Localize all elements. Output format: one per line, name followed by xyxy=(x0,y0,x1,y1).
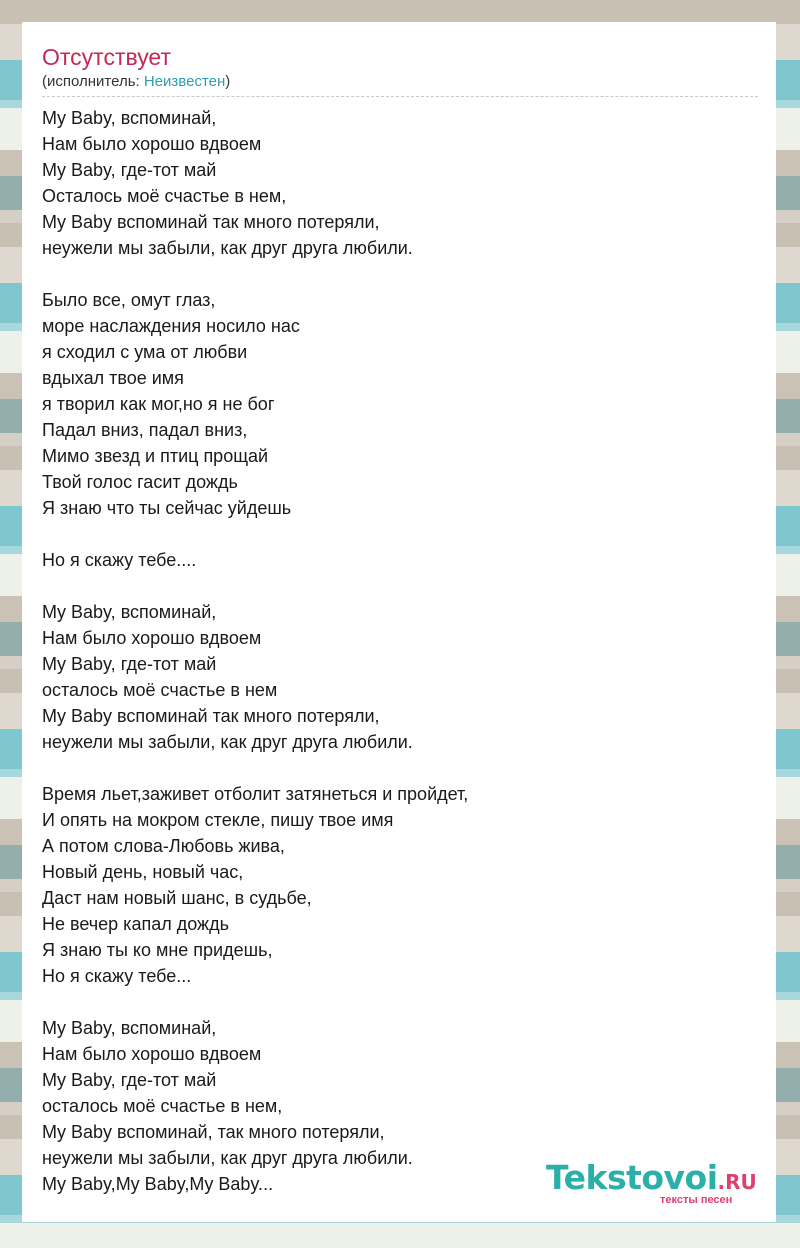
lyric-line: My Baby,My Baby,My Baby... xyxy=(42,1174,274,1194)
lyric-line: Не вечер капал дождь xyxy=(42,914,229,934)
lyric-line: неужели мы забыли, как друг друга любили. xyxy=(42,732,413,752)
stanza-break xyxy=(42,989,756,1015)
lyric-line: Я знаю ты ко мне придешь, xyxy=(42,940,273,960)
lyric-line: Было все, омут глаз, xyxy=(42,290,216,310)
lyric-line: Падал вниз, падал вниз, xyxy=(42,420,248,440)
lyric-line: море наслаждения носило нас xyxy=(42,316,300,336)
stanza-break xyxy=(42,755,756,781)
stanza-break xyxy=(42,573,756,599)
performer-link[interactable]: Неизвестен xyxy=(143,73,226,90)
lyrics-card xyxy=(22,22,776,1222)
lyric-line: My Baby, где-тот май xyxy=(42,160,217,180)
site-logo[interactable] xyxy=(546,1158,757,1206)
lyric-line: я сходил с ума от любви xyxy=(42,342,248,362)
lyric-line: неужели мы забыли, как друг друга любили. xyxy=(42,238,413,258)
lyric-line: My Baby вспоминай так много потеряли, xyxy=(42,212,380,232)
stanza-break xyxy=(42,521,756,547)
lyric-line: вдыхал твое имя xyxy=(42,368,184,388)
lyric-line: My Baby, вспоминай, xyxy=(42,602,217,622)
stanza-break xyxy=(42,261,756,287)
lyric-line: My Baby вспоминай, так много потеряли, xyxy=(42,1122,385,1142)
lyric-line: Но я скажу тебе... xyxy=(42,966,192,986)
lyric-line: И опять на мокром стекле, пишу твое имя xyxy=(42,810,394,830)
lyric-line: My Baby вспоминай так много потеряли, xyxy=(42,706,380,726)
lyric-line: осталось моё счастье в нем xyxy=(42,680,278,700)
lyric-line: Новый день, новый час, xyxy=(42,862,244,882)
performer-suffix: ) xyxy=(225,73,231,90)
lyric-line: А потом слова-Любовь жива, xyxy=(42,836,285,856)
song-title: Отсутствует xyxy=(42,44,171,70)
logo-tagline: тексты песен xyxy=(660,1194,733,1206)
lyric-line: My Baby, где-тот май xyxy=(42,1070,217,1090)
lyric-line: я творил как мог,но я не бог xyxy=(42,394,275,414)
lyric-line: осталось моё счастье в нем, xyxy=(42,1096,283,1116)
performer-prefix: (исполнитель: xyxy=(42,73,144,90)
lyric-line: My Baby, вспоминай, xyxy=(42,1018,217,1038)
lyric-line: Но я скажу тебе.... xyxy=(42,550,197,570)
lyric-line: Время льет,заживет отболит затянеться и пройдет, xyxy=(42,784,469,804)
lyric-line: Нам было хорошо вдвоем xyxy=(42,134,262,154)
lyric-line: Твой голос гасит дождь xyxy=(42,472,238,492)
logo-domain: .RU xyxy=(717,1170,757,1194)
performer-line xyxy=(42,72,758,97)
lyric-line: Нам было хорошо вдвоем xyxy=(42,628,262,648)
lyrics-text xyxy=(42,105,756,1197)
lyric-line: Нам было хорошо вдвоем xyxy=(42,1044,262,1064)
lyric-line: My Baby, вспоминай, xyxy=(42,108,217,128)
lyric-line: Осталось моё счастье в нем, xyxy=(42,186,287,206)
lyric-line: Мимо звезд и птиц прощай xyxy=(42,446,269,466)
lyric-line: Я знаю что ты сейчас уйдешь xyxy=(42,498,292,518)
lyric-line: My Baby, где-тот май xyxy=(42,654,217,674)
lyric-line: Даст нам новый шанс, в судьбе, xyxy=(42,888,312,908)
logo-name: Tekstovoi xyxy=(546,1158,718,1197)
lyric-line: неужели мы забыли, как друг друга любили. xyxy=(42,1148,413,1168)
